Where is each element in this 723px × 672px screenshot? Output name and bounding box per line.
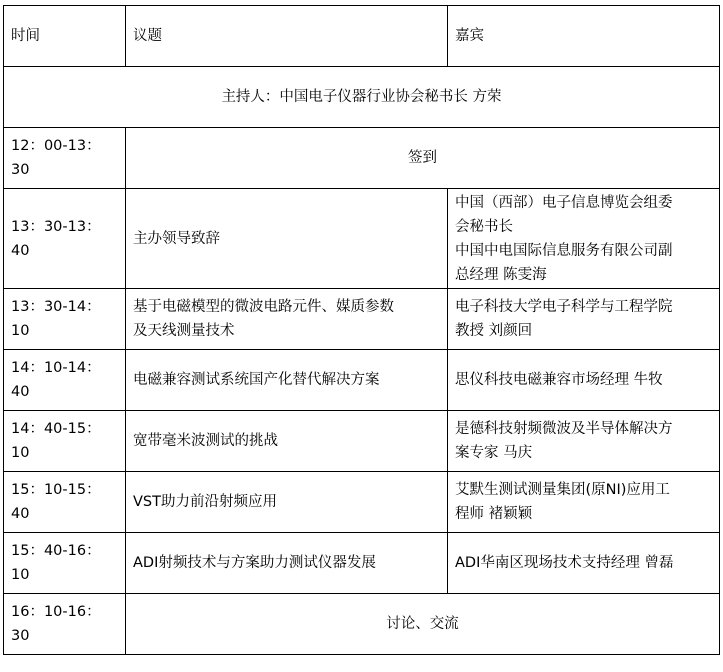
guest-line: 中国（西部）电子信息博览会组委: [455, 194, 673, 211]
guest-cell: [448, 533, 720, 594]
time-cell: 12：00-13：30: [4, 128, 126, 189]
header-guest: 嘉宾: [448, 6, 720, 67]
guest-line: 会秘书长: [455, 218, 513, 235]
table-row: [4, 350, 720, 411]
topic-cell: 签到: [126, 128, 720, 189]
table-row: [4, 533, 720, 594]
guest-cell: [448, 289, 720, 350]
topic-cell: 讨论、交流: [126, 594, 720, 655]
table-row: [4, 128, 720, 189]
topic-cell: ADI射频技术与方案助力测试仪器发展: [126, 533, 448, 594]
guest-line: 思仪科技电磁兼容市场经理 牛牧: [455, 372, 663, 388]
guest-line: 教授 刘颜回: [455, 323, 533, 339]
time-cell: 14：10-14：40: [4, 350, 126, 411]
topic-cell: 宽带毫米波测试的挑战: [126, 411, 448, 472]
guest-line: 是德科技射频微波及半导体解决方: [455, 421, 673, 437]
table-row: [4, 189, 720, 289]
time-cell: 14：40-15：10: [4, 411, 126, 472]
table-row: [4, 594, 720, 655]
topic-cell: VST助力前沿射频应用: [126, 472, 448, 533]
topic-cell: 主办领导致辞: [126, 189, 448, 289]
topic-cell: 电磁兼容测试系统国产化替代解决方案: [126, 350, 448, 411]
guest-line: 中国中电国际信息服务有限公司副: [455, 242, 673, 259]
guest-line: 总经理 陈雯海: [455, 266, 547, 283]
guest-cell: [448, 411, 720, 472]
guest-line: 案专家 马庆: [455, 445, 533, 461]
topic-cell: [126, 289, 448, 350]
header-topic: 议题: [126, 6, 448, 67]
header-time: 时间: [4, 6, 126, 67]
table-row: [4, 289, 720, 350]
table-row: [4, 472, 720, 533]
table-row: [4, 411, 720, 472]
table-header-row: [4, 6, 720, 67]
guest-line: 艾默生测试测量集团(原NI)应用工: [455, 482, 670, 498]
guest-line: 电子科技大学电子科学与工程学院: [455, 299, 673, 315]
time-cell: 13：30-13：40: [4, 189, 126, 289]
guest-cell: [448, 350, 720, 411]
guest-cell: [448, 189, 720, 289]
agenda-table: [3, 5, 720, 655]
topic-line: 基于电磁模型的微波电路元件、媒质参数: [133, 299, 394, 315]
host-cell: 主持人：中国电子仪器行业协会秘书长 方荣: [4, 67, 720, 128]
host-row: [4, 67, 720, 128]
time-cell: 15：40-16：10: [4, 533, 126, 594]
time-cell: 16：10-16：30: [4, 594, 126, 655]
topic-line: 及天线测量技术: [133, 323, 235, 339]
guest-line: ADI华南区现场技术支持经理 曾磊: [455, 555, 674, 571]
guest-line: 程师 褚颖颖: [455, 506, 533, 522]
time-cell: 13：30-14：10: [4, 289, 126, 350]
guest-cell: [448, 472, 720, 533]
time-cell: 15：10-15：40: [4, 472, 126, 533]
